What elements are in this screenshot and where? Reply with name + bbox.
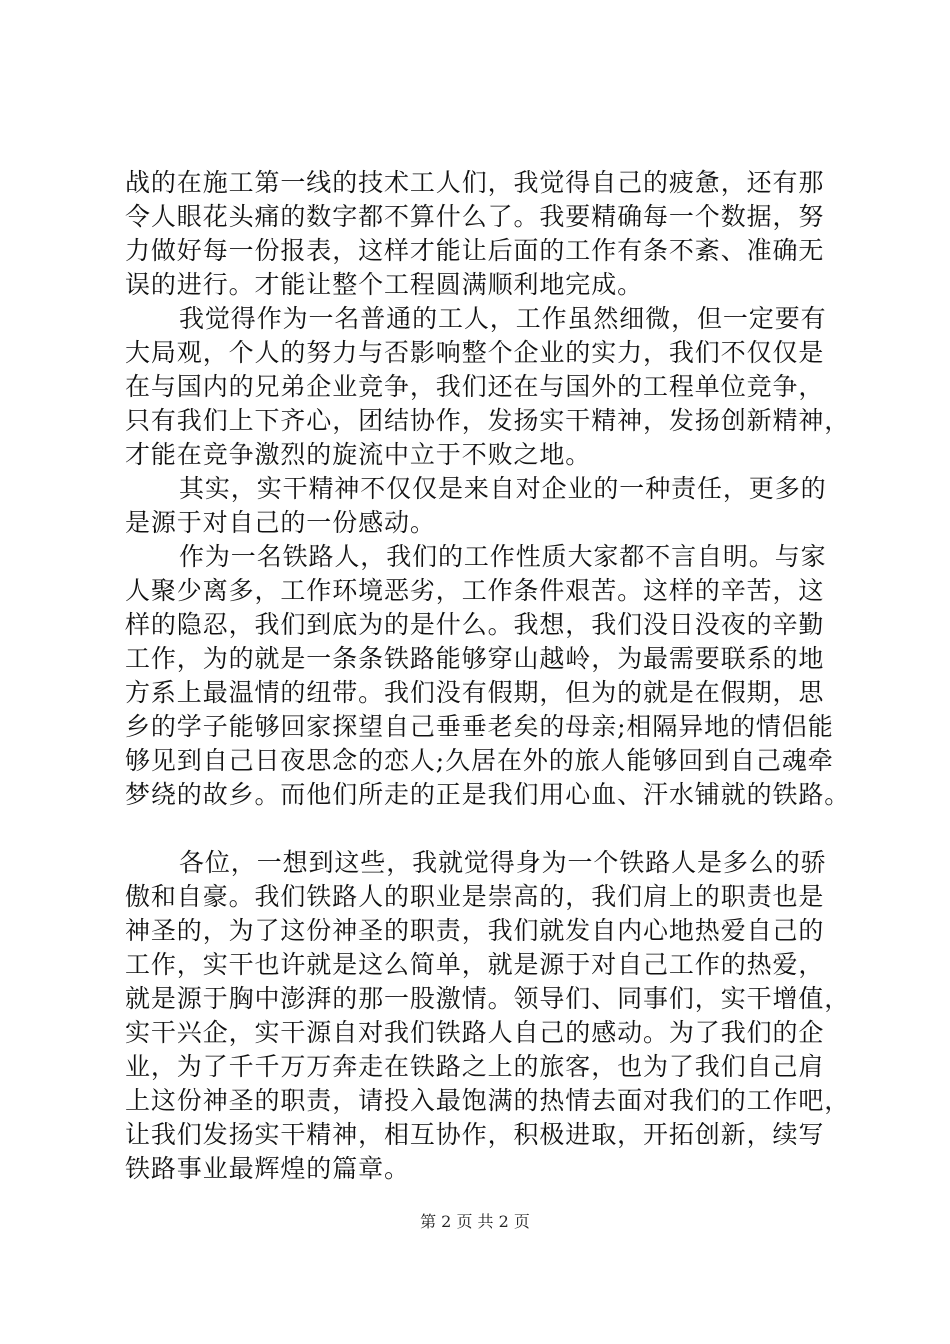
page-footer xyxy=(0,1211,950,1233)
text-line: 误的进行。才能让整个工程圆满顺利地完成。 xyxy=(125,270,644,299)
text-line: 我觉得作为一名普通的工人，工作虽然细微，但一定要有 xyxy=(179,304,827,333)
text-line: 令人眼花头痛的数字都不算什么了。我要精确每一个数据，努 xyxy=(125,202,825,231)
text-line: 铁路事业最辉煌的篇章。 xyxy=(125,1154,410,1183)
text-line: 够见到自己日夜思念的恋人;久居在外的旅人能够回到自己魂牵 xyxy=(125,746,834,775)
text-line: 各位，一想到这些，我就觉得身为一个铁路人是多么的骄 xyxy=(179,848,827,877)
text-line: 工作，为的就是一条条铁路能够穿山越岭，为最需要联系的地 xyxy=(125,644,825,673)
text-line: 作为一名铁路人，我们的工作性质大家都不言自明。与家 xyxy=(179,542,827,571)
text-line: 业，为了千千万万奔走在铁路之上的旅客，也为了我们自己肩 xyxy=(125,1052,825,1081)
text-line: 梦绕的故乡。而他们所走的正是我们用心血、汗水铺就的铁路。 xyxy=(125,780,851,809)
text-line: 在与国内的兄弟企业竞争，我们还在与国外的工程单位竞争， xyxy=(125,372,825,401)
text-line: 乡的学子能够回家探望自己垂垂老矣的母亲;相隔异地的情侣能 xyxy=(125,712,834,741)
page-number-label: 第 2 页 共 2 页 xyxy=(420,1212,530,1231)
text-line: 大局观，个人的努力与否影响整个企业的实力，我们不仅仅是 xyxy=(125,338,825,367)
text-line: 战的在施工第一线的技术工人们，我觉得自己的疲惫，还有那 xyxy=(125,168,825,197)
text-line: 方系上最温情的纽带。我们没有假期，但为的就是在假期，思 xyxy=(125,678,825,707)
text-line: 只有我们上下齐心，团结协作，发扬实干精神，发扬创新精神， xyxy=(125,406,851,435)
blank-line xyxy=(125,812,829,846)
text-line: 才能在竞争激烈的旋流中立于不败之地。 xyxy=(125,440,592,469)
text-line: 让我们发扬实干精神，相互协作，积极进取，开拓创新，续写 xyxy=(125,1120,825,1149)
text-line: 实干兴企，实干源自对我们铁路人自己的感动。为了我们的企 xyxy=(125,1018,825,1047)
text-line: 人聚少离多，工作环境恶劣，工作条件艰苦。这样的辛苦，这 xyxy=(125,576,825,605)
text-line: 力做好每一份报表，这样才能让后面的工作有条不紊、准确无 xyxy=(125,236,825,265)
text-line: 上这份神圣的职责，请投入最饱满的热情去面对我们的工作吧， xyxy=(125,1086,851,1115)
text-line: 工作，实干也许就是这么简单，就是源于对自己工作的热爱， xyxy=(125,950,825,979)
text-line: 其实，实干精神不仅仅是来自对企业的一种责任，更多的 xyxy=(179,474,827,503)
text-line: 是源于对自己的一份感动。 xyxy=(125,508,436,537)
text-line: 就是源于胸中澎湃的那一股激情。领导们、同事们，实干增值， xyxy=(125,984,851,1013)
text-line: 神圣的，为了这份神圣的职责，我们就发自内心地热爱自己的 xyxy=(125,916,825,945)
text-line: 傲和自豪。我们铁路人的职业是崇高的，我们肩上的职责也是 xyxy=(125,882,825,911)
document-body xyxy=(125,166,851,1186)
text-line: 样的隐忍，我们到底为的是什么。我想，我们没日没夜的辛勤 xyxy=(125,610,825,639)
